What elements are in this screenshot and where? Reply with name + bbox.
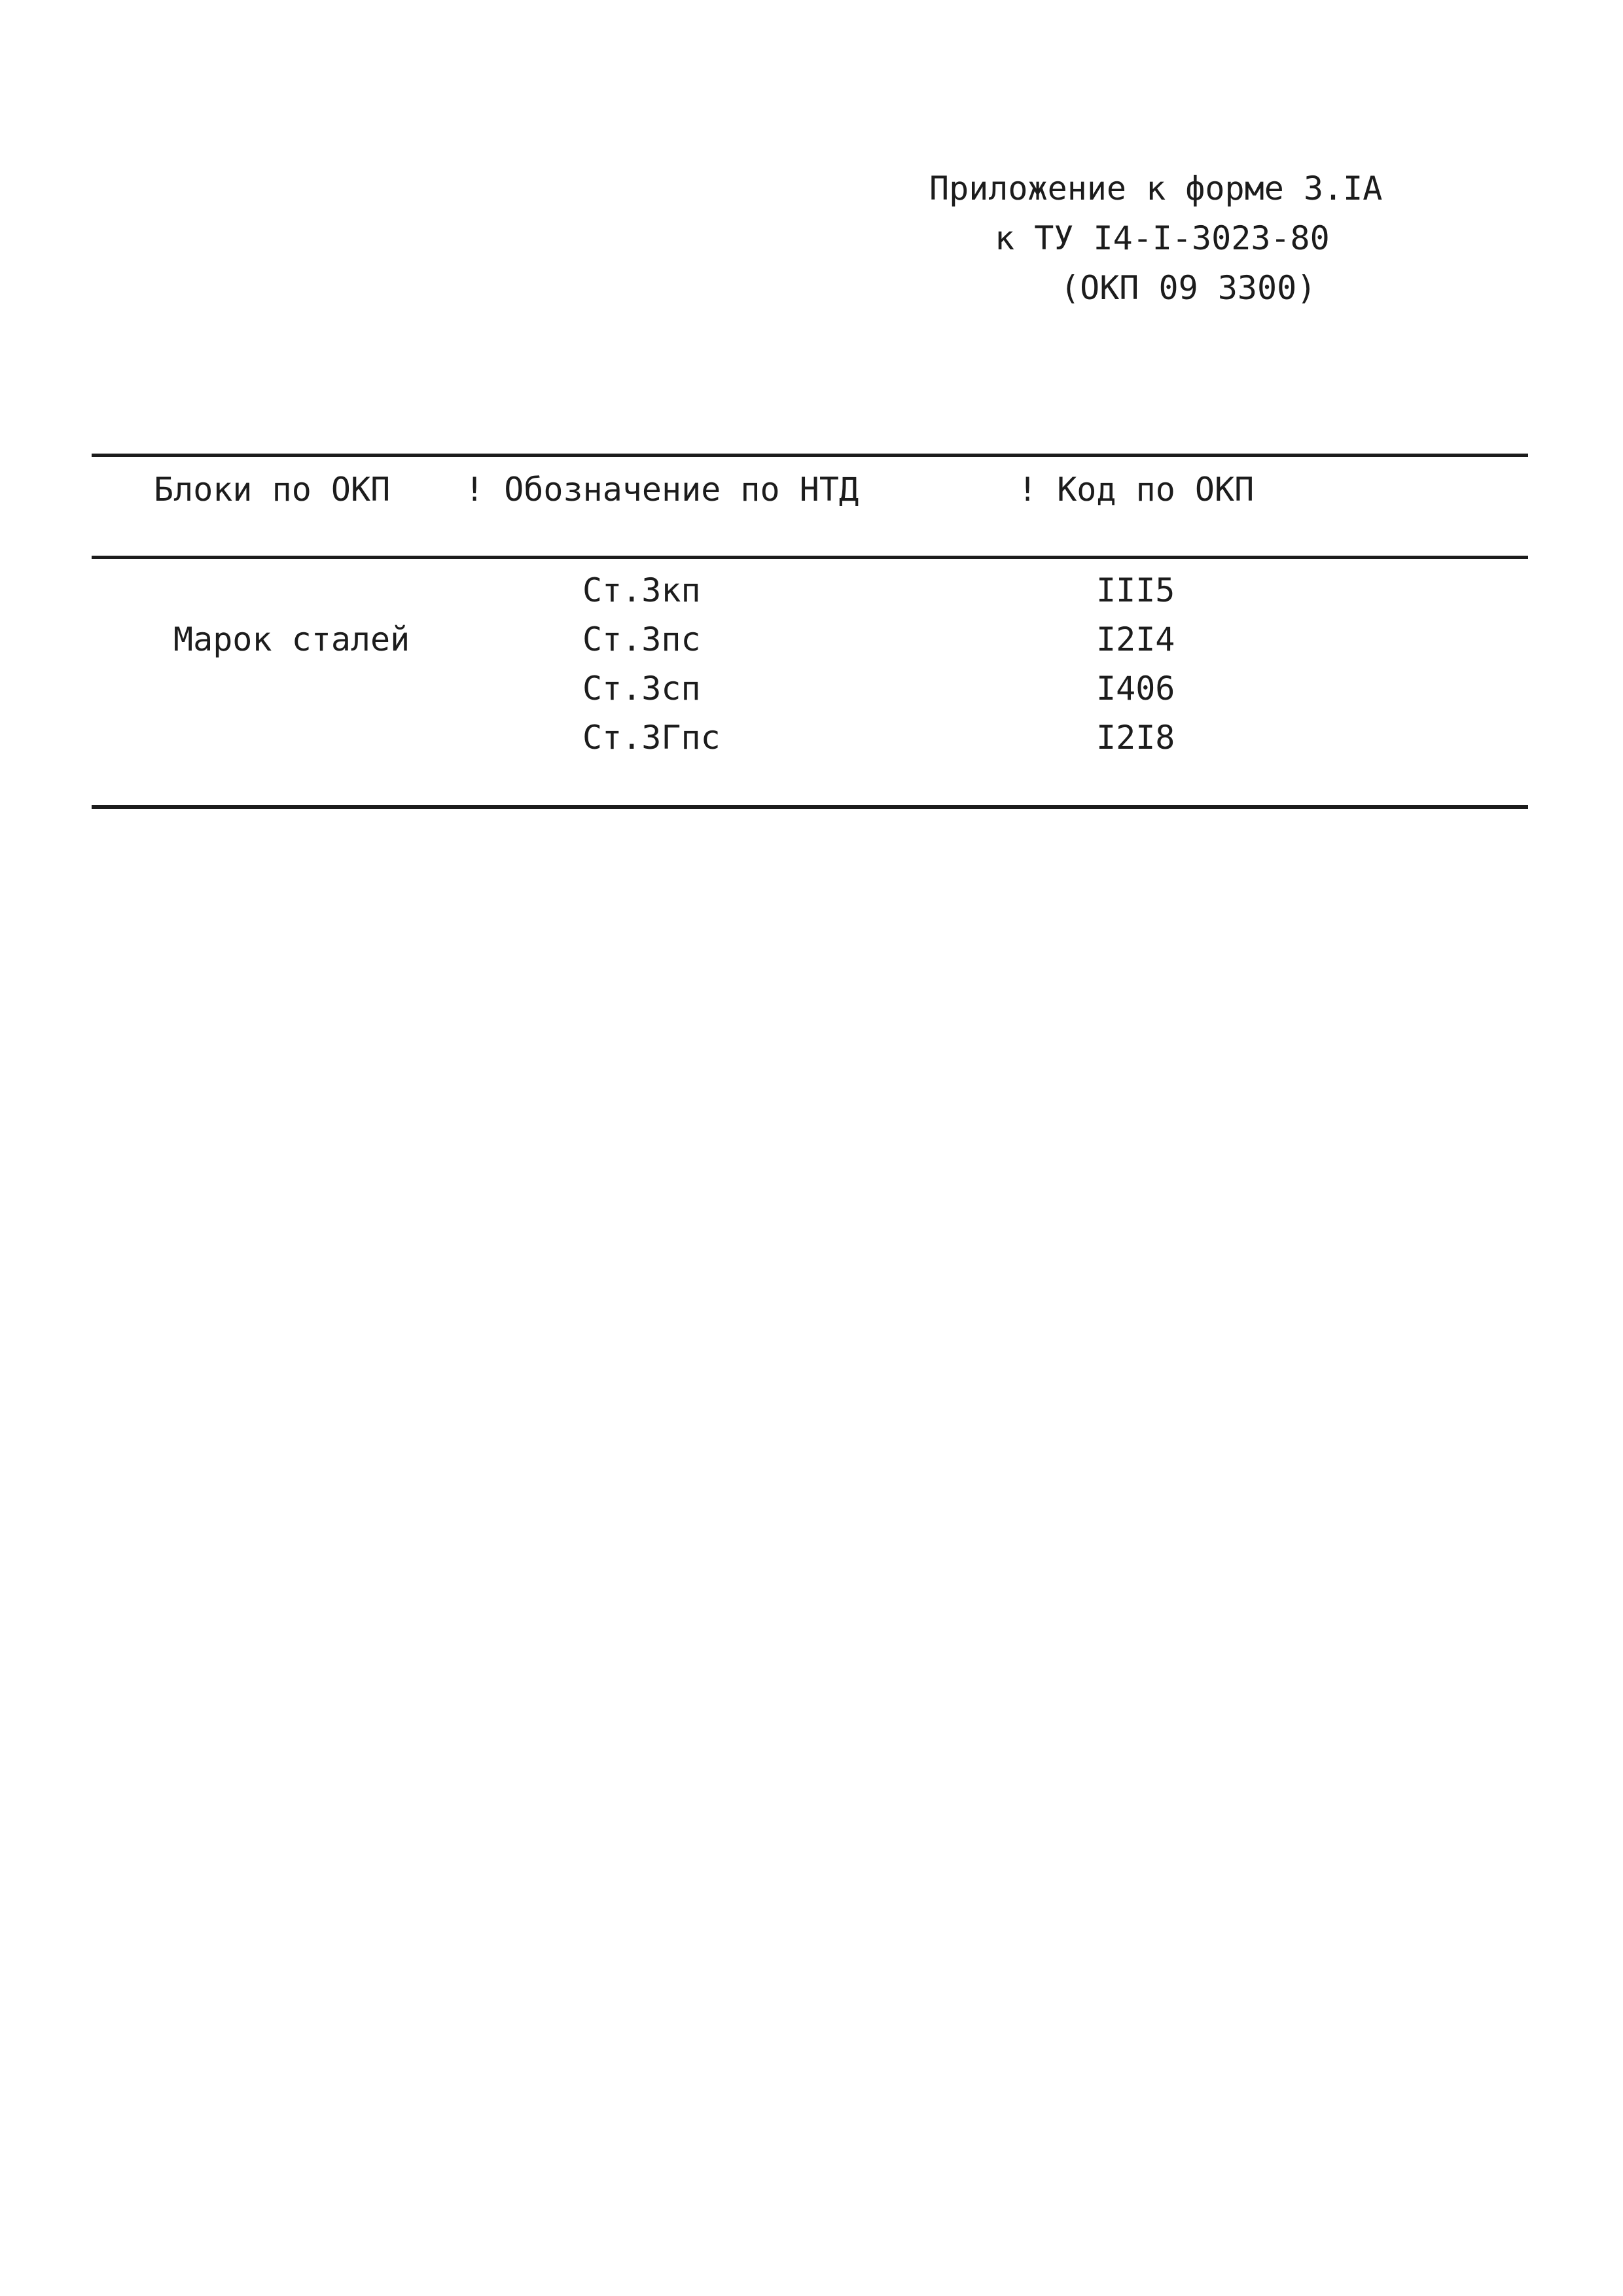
table-top-rule (92, 454, 1528, 457)
designation-cell: Ст.3пс (582, 620, 701, 658)
table-bottom-rule (92, 805, 1528, 809)
designation-cell: Ст.3сп (582, 670, 701, 708)
appendix-spec-reference: к ТУ I4-I-3023-80 (995, 219, 1330, 257)
column-header-designation: ! Обозначение по НТД (465, 471, 859, 509)
okp-code-cell: III5 (1096, 571, 1175, 609)
appendix-header (929, 164, 1453, 313)
column-header-okp-blocks: Блоки по ОКП (154, 471, 391, 509)
appendix-okp-code: (ОКП 09 3300) (1060, 269, 1317, 307)
designation-cell: Ст.3Гпс (582, 719, 721, 757)
table-header-rule (92, 556, 1528, 559)
column-header-okp-code: ! Код по ОКП (1018, 471, 1255, 509)
okp-code-cell: I2I8 (1096, 719, 1175, 757)
steel-grades-group-label: Марок сталей (173, 620, 410, 658)
appendix-title: Приложение к форме 3.IА (929, 170, 1383, 207)
okp-code-cell: I406 (1096, 670, 1175, 708)
designation-cell: Ст.3кп (582, 571, 701, 609)
okp-code-cell: I2I4 (1096, 620, 1175, 658)
